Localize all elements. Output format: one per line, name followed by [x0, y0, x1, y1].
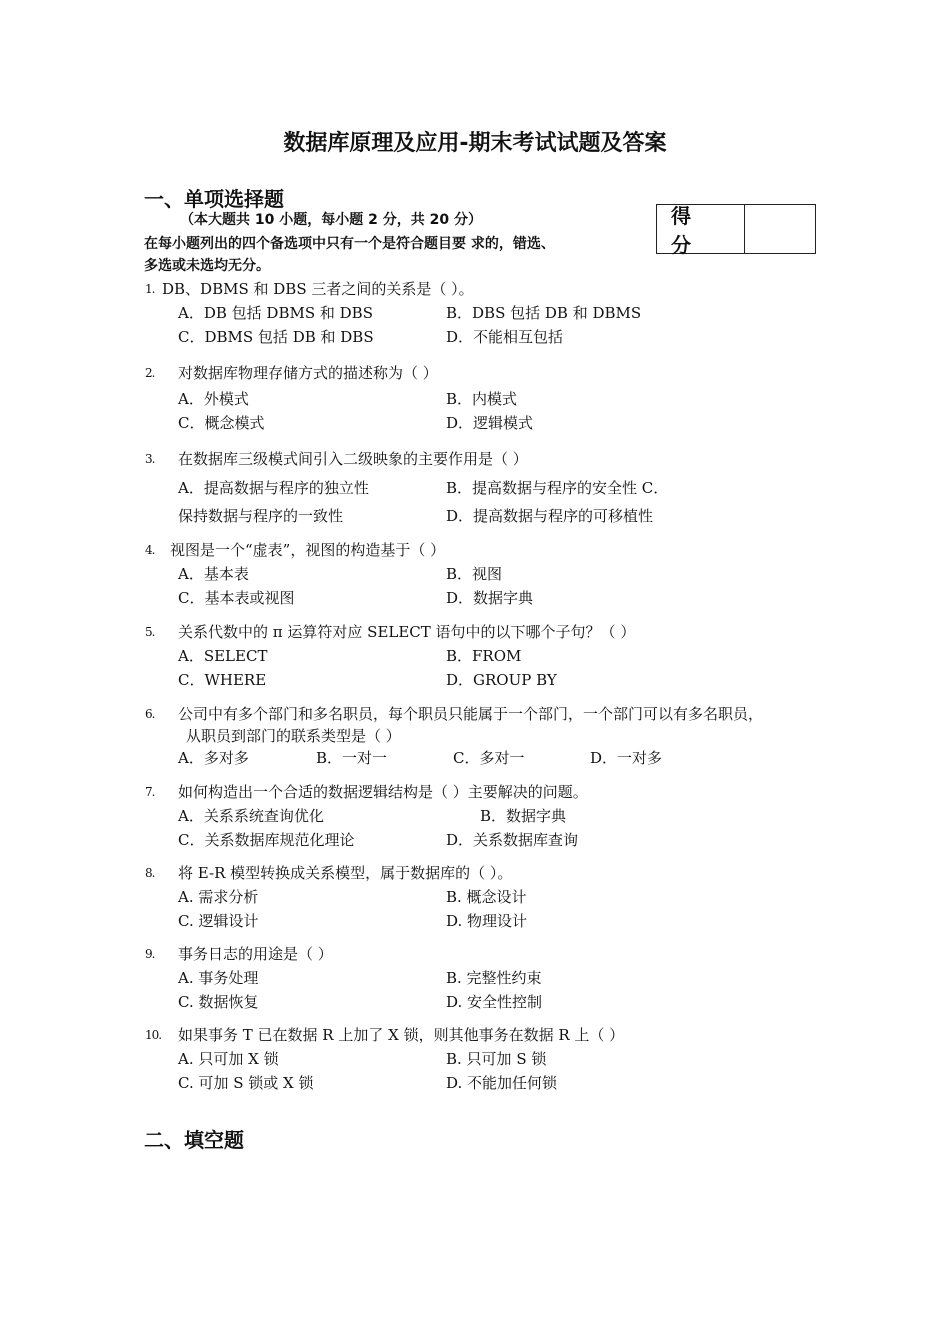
option-c: C．基本表或视图	[178, 589, 295, 607]
option-d: D．不能相互包括	[446, 328, 564, 346]
question-text: 如何构造出一个合适的数据逻辑结构是（ ）主要解决的问题。	[178, 783, 588, 801]
question-text: 关系代数中的 π 运算符对应 SELECT 语句中的以下哪个子句？（ ）	[178, 623, 636, 641]
option-a: A．基本表	[178, 565, 249, 583]
option-a: A. 事务处理	[178, 969, 259, 987]
option-a: A．关系系统查询优化	[178, 807, 324, 825]
question-number: 3.	[145, 452, 155, 466]
question-number: 8.	[145, 866, 155, 880]
option-a: A．多对多	[178, 749, 249, 767]
question-number: 7.	[145, 785, 155, 799]
page-title: 数据库原理及应用-期末考试试题及答案	[283, 131, 667, 156]
question-number: 6.	[145, 707, 155, 721]
section1-heading: 一、单项选择题	[144, 187, 284, 211]
question-number: 9.	[145, 947, 155, 961]
question-text: DB、DBMS 和 DBS 三者之间的关系是（ ）。	[162, 280, 474, 298]
option-d: D．关系数据库查询	[446, 831, 579, 849]
option-c: 保持数据与程序的一致性	[178, 507, 344, 525]
option-d: D. 物理设计	[446, 912, 528, 930]
score-label: 得 分	[657, 205, 745, 253]
option-d: D．提高数据与程序的可移植性	[446, 507, 654, 525]
option-c: C. 数据恢复	[178, 993, 259, 1011]
score-value[interactable]	[745, 205, 815, 253]
section1-subheading: （本大题共 10 小题，每小题 2 分，共 20 分）	[180, 212, 482, 228]
question-text: 在数据库三级模式间引入二级映象的主要作用是（ ）	[178, 450, 528, 468]
option-b: B. 概念设计	[446, 888, 527, 906]
section2-heading: 二、填空题	[144, 1128, 244, 1152]
option-b: B．提高数据与程序的安全性 C．	[446, 479, 669, 497]
option-c: C．多对一	[453, 749, 525, 767]
question-text: 将 E-R 模型转换成关系模型，属于数据库的（ ）。	[178, 864, 513, 882]
question-text: 事务日志的用途是（ ）	[178, 945, 333, 963]
question-number: 4.	[145, 543, 155, 557]
question-number: 1.	[145, 282, 155, 296]
option-d: D．GROUP BY	[446, 671, 557, 689]
question-text: 对数据库物理存储方式的描述称为（ ）	[178, 364, 438, 382]
option-d: D. 不能加任何锁	[446, 1074, 558, 1092]
option-b: B．视图	[446, 565, 503, 583]
question-number: 2.	[145, 366, 155, 380]
option-c: C．WHERE	[178, 671, 267, 689]
option-a: A．提高数据与程序的独立性	[178, 479, 369, 497]
option-d: D．逻辑模式	[446, 414, 534, 432]
option-b: B．FROM	[446, 647, 522, 665]
option-b: B．内模式	[446, 390, 518, 408]
option-b: B. 完整性约束	[446, 969, 542, 987]
instruction-line1: 在每小题列出的四个备选项中只有一个是符合题目要 求的，错选、	[144, 236, 555, 252]
option-b: B．一对一	[316, 749, 388, 767]
question-number: 5.	[145, 625, 155, 639]
option-b: B. 只可加 S 锁	[446, 1050, 547, 1068]
option-a: A．DB 包括 DBMS 和 DBS	[178, 304, 373, 322]
option-a: A. 需求分析	[178, 888, 259, 906]
option-a: A．SELECT	[178, 647, 268, 665]
question-text: 视图是一个“虚表”，视图的构造基于（ ）	[170, 541, 446, 559]
option-c: C．DBMS 包括 DB 和 DBS	[178, 328, 374, 346]
option-c: C．概念模式	[178, 414, 265, 432]
option-a: A. 只可加 X 锁	[178, 1050, 279, 1068]
question-text-continued: 从职员到部门的联系类型是（ ）	[186, 727, 401, 745]
option-b: B．DBS 包括 DB 和 DBMS	[446, 304, 642, 322]
option-c: C. 可加 S 锁或 X 锁	[178, 1074, 314, 1092]
option-d: D. 安全性控制	[446, 993, 543, 1011]
option-a: A．外模式	[178, 390, 249, 408]
option-d: D．一对多	[590, 749, 663, 767]
option-d: D．数据字典	[446, 589, 534, 607]
question-text: 如果事务 T 已在数据 R 上加了 X 锁，则其他事务在数据 R 上（ ）	[178, 1026, 625, 1044]
question-text: 公司中有多个部门和多名职员，每个职员只能属于一个部门，一个部门可以有多名职员，	[178, 705, 764, 723]
score-box	[656, 204, 816, 257]
option-c: C．关系数据库规范化理论	[178, 831, 355, 849]
option-b: B．数据字典	[480, 807, 567, 825]
option-c: C. 逻辑设计	[178, 912, 259, 930]
instruction-line2: 多选或未选均无分。	[144, 258, 270, 274]
question-number: 10.	[145, 1028, 162, 1042]
